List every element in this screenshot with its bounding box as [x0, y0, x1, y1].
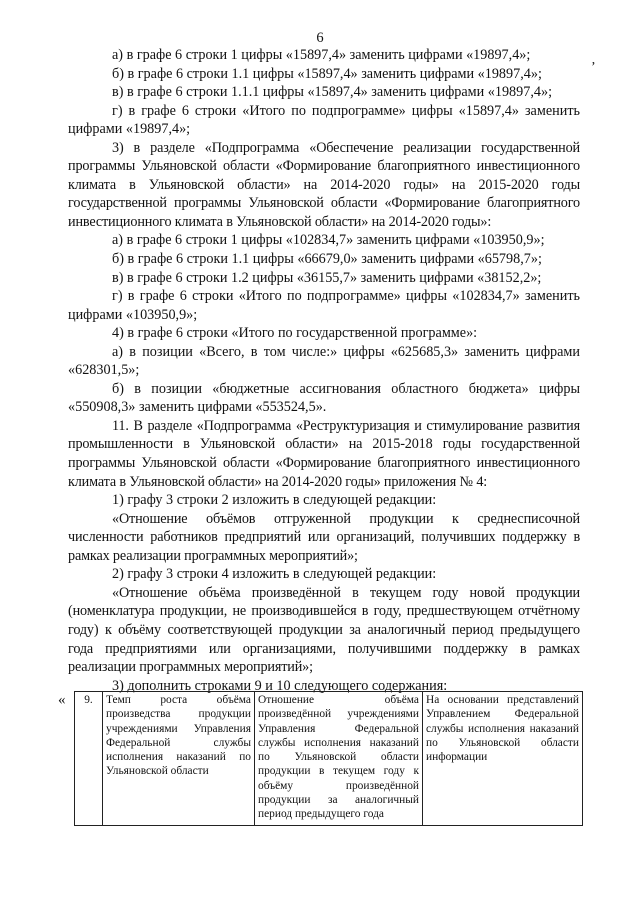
paragraph: а) в графе 6 строки 1 цифры «102834,7» заменить цифрами «103950,9»; [112, 232, 545, 249]
data-source-cell: На основании представлений Управлением Федеральной службы исполнения наказаний по Ульяновской области информации [423, 692, 583, 826]
paragraph: б) в графе 6 строки 1.1 цифры «66679,0» заменить цифрами «65798,7»; [112, 251, 542, 268]
row-number-cell: 9. [75, 692, 103, 826]
table-row [75, 692, 583, 826]
paragraph: в) в графе 6 строки 1.1.1 цифры «15897,4» заменить цифрами «19897,4»; [112, 84, 553, 101]
paragraph: 1) графу 3 строки 2 изложить в следующей редакции: [112, 492, 437, 509]
paragraph: 11. В разделе «Подпрограмма «Реструктуризация и стимулирование развития промышленности в Ульяновской области» на 2015-2018 годы государственной программы Ульяновской области «Формирование благоприятного инвестиционного климата в Ульяновской области» на 2014-2020 годы» приложения № 4: [68, 417, 580, 490]
paragraph: «Отношение объёмов отгруженной продукции к среднесписочной численности работников предприятий или организаций, получивших поддержку в рамках реализации программных мероприятий»; [68, 510, 580, 564]
stray-mark: ’ [591, 60, 596, 75]
paragraph: г) в графе 6 строки «Итого по подпрограмме» цифры «15897,4» заменить цифрами «19897,4»; [68, 102, 580, 138]
paragraph: 2) графу 3 строки 4 изложить в следующей редакции: [112, 566, 437, 583]
indicator-name-cell: Темп роста объёма произведства продукции учреждениями Управления Федеральной службы исполнения наказаний по Ульяновской области [103, 692, 255, 826]
paragraph: б) в позиции «бюджетные ассигнования областного бюджета» цифры «550908,3» заменить цифрами «553524,5». [68, 380, 580, 416]
table-opening-quote: « [58, 692, 66, 708]
body-text [68, 46, 580, 695]
paragraph: 3) дополнить строками 9 и 10 следующего содержания: [112, 677, 448, 694]
calculation-method-cell: Отношение объёма произведённой учреждениями Управления Федеральной службы исполнения наказаний по Ульяновской области продукции в текущем году к объёму произведённой продукции за аналогичный период предыдущего года [255, 692, 423, 826]
page-number: 6 [316, 30, 324, 46]
paragraph: г) в графе 6 строки «Итого по подпрограмме» цифры «102834,7» заменить цифрами «103950,9»; [68, 288, 580, 323]
paragraph: а) в графе 6 строки 1 цифры «15897,4» заменить цифрами «19897,4»; [112, 47, 531, 63]
paragraph: 4) в графе 6 строки «Итого по государственной программе»: [112, 325, 478, 342]
paragraph: 3) в разделе «Подпрограмма «Обеспечение реализации государственной программы Ульяновской области «Формирование благоприятного инвестиционного климата в Ульяновской области» на 2014-2020 годы» на 2015-2020 годы государственной программы Ульяновской области «Формирование благоприятного инвестиционного климата в Ульяновской области» на 2014-2020 годы»: [68, 139, 580, 230]
paragraph: в) в графе 6 строки 1.2 цифры «36155,7» заменить цифрами «38152,2»; [112, 269, 542, 286]
paragraph: а) в позиции «Всего, в том числе:» цифры «625685,3» заменить цифрами «628301,5»; [68, 343, 580, 379]
paragraph: «Отношение объёма произведённой в текущем году новой продукции (номенклатура продукции, не производившейся в году, предшествующем отчётному году) к объёму соответствующей продукции за аналогичный период предыдущего года предприятиями или организациями, получившими поддержку в рамках реализации программных мероприятий»; [68, 584, 580, 676]
paragraph: б) в графе 6 строки 1.1 цифры «15897,4» заменить цифрами «19897,4»; [112, 65, 542, 82]
indicator-table [74, 691, 583, 826]
